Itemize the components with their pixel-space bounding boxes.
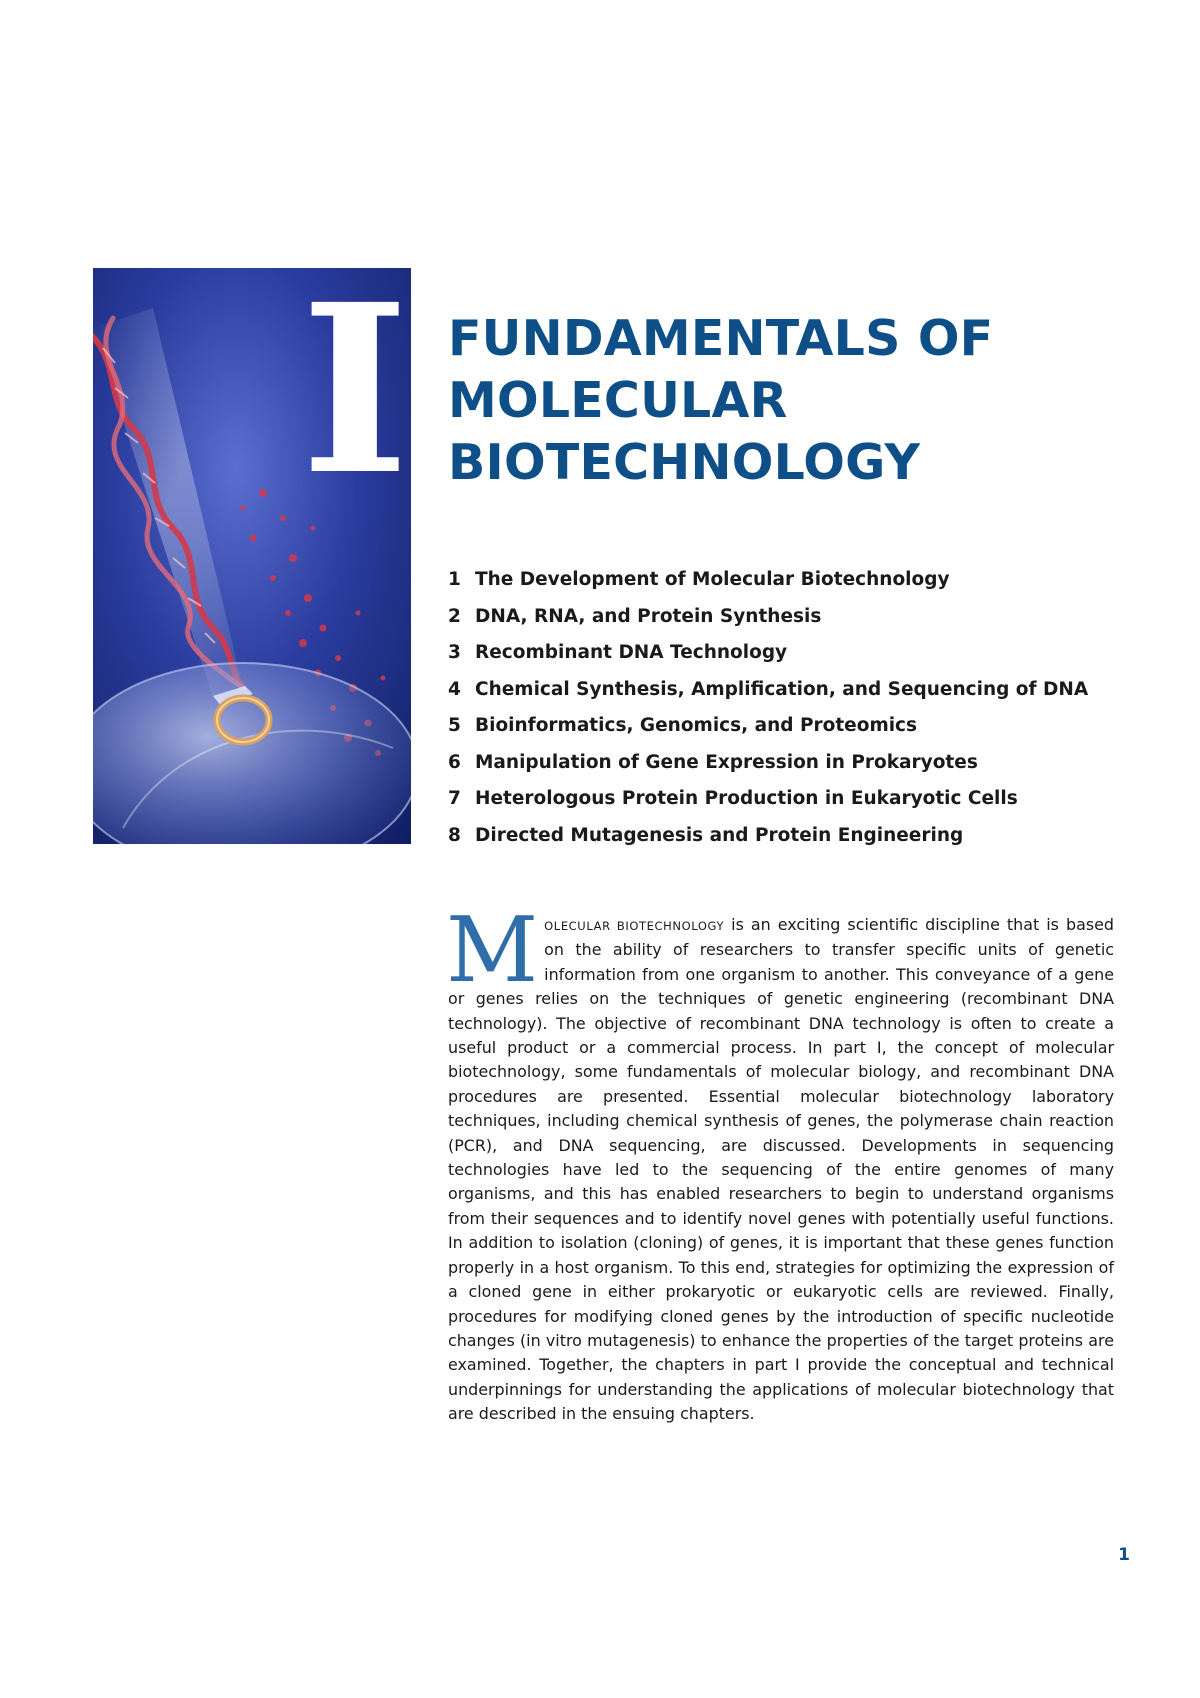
part-title-line: FUNDAMENTALS OF bbox=[448, 310, 994, 367]
part-title bbox=[448, 308, 1148, 494]
chapter-item bbox=[448, 675, 1148, 712]
chapter-title: Chemical Synthesis, Amplification, and Sequencing of DNA bbox=[475, 678, 1089, 700]
chapter-item bbox=[448, 821, 1148, 858]
chapter-title: Manipulation of Gene Expression in Prokaryotes bbox=[475, 751, 978, 773]
chapter-item bbox=[448, 784, 1148, 821]
chapter-number: 7 bbox=[448, 788, 461, 809]
part-numeral: I bbox=[300, 253, 410, 526]
intro-paragraph bbox=[446, 898, 1114, 1427]
chapter-item bbox=[448, 602, 1148, 639]
drop-cap: M bbox=[446, 898, 539, 1003]
chapter-item bbox=[448, 638, 1148, 675]
chapter-item bbox=[448, 565, 1148, 602]
chapter-number: 4 bbox=[448, 678, 461, 700]
part-title-line: BIOTECHNOLOGY bbox=[448, 434, 921, 491]
chapter-number: 8 bbox=[448, 824, 461, 846]
chapter-number: 5 bbox=[448, 715, 461, 736]
chapter-list bbox=[448, 565, 1148, 857]
chapter-title: Recombinant DNA Technology bbox=[475, 642, 788, 663]
chapter-number: 6 bbox=[448, 751, 461, 773]
chapter-title: The Development of Molecular Biotechnology bbox=[475, 569, 950, 590]
chapter-number: 1 bbox=[448, 569, 461, 590]
chapter-title: Directed Mutagenesis and Protein Engineering bbox=[475, 824, 964, 846]
chapter-title: DNA, RNA, and Protein Synthesis bbox=[475, 605, 822, 627]
chapter-item bbox=[448, 711, 1148, 748]
chapter-title: Bioinformatics, Genomics, and Proteomics bbox=[475, 715, 918, 736]
intro-text: is an exciting scientific discipline that is based on the ability of researchers to transfer specific units of genetic information from one organism to another. This conveyance of a gene or genes relies on the techniques of genetic engineering (recombinant DNA technology). The objective of recombinant DNA technology is often to create a useful product or a commercial process. In part I, the concept of molecular biotechnology, some fundamentals of molecular biology, and recombinant DNA procedures are presented. Essential molecular biotechnology laboratory techniques, including chemical synthesis of genes, the polymerase chain reaction (PCR), and DNA sequencing, are discussed. Developments in sequencing technologies have led to the sequencing of the entire genomes of many organisms, and this has enabled researchers to begin to understand organisms from their sequences and to identify novel genes with potentially useful functions. In addition to isolation (cloning) of genes, it is important that these genes function properly in a host organism. To this end, strategies for optimizing the expression of a cloned gene in either prokaryotic or eukaryotic cells are reviewed. Finally, procedures for modifying cloned genes by the introduction of specific nucleotide changes (in vitro mutagenesis) to enhance the properties of the target proteins are examined. Together, the chapters in part I provide the conceptual and technical underpinnings for understanding the applications of molecular biotechnology that are described in the ensuing chapters. bbox=[448, 915, 1114, 1424]
chapter-number: 2 bbox=[448, 605, 461, 627]
chapter-title: Heterologous Protein Production in Eukaryotic Cells bbox=[475, 788, 1018, 809]
chapter-item bbox=[448, 748, 1148, 785]
page-number: 1 bbox=[1118, 1545, 1130, 1565]
chapter-number: 3 bbox=[448, 642, 461, 663]
intro-small-caps: OLECULAR BIOTECHNOLOGY bbox=[544, 919, 725, 933]
part-title-line: MOLECULAR bbox=[448, 372, 788, 429]
